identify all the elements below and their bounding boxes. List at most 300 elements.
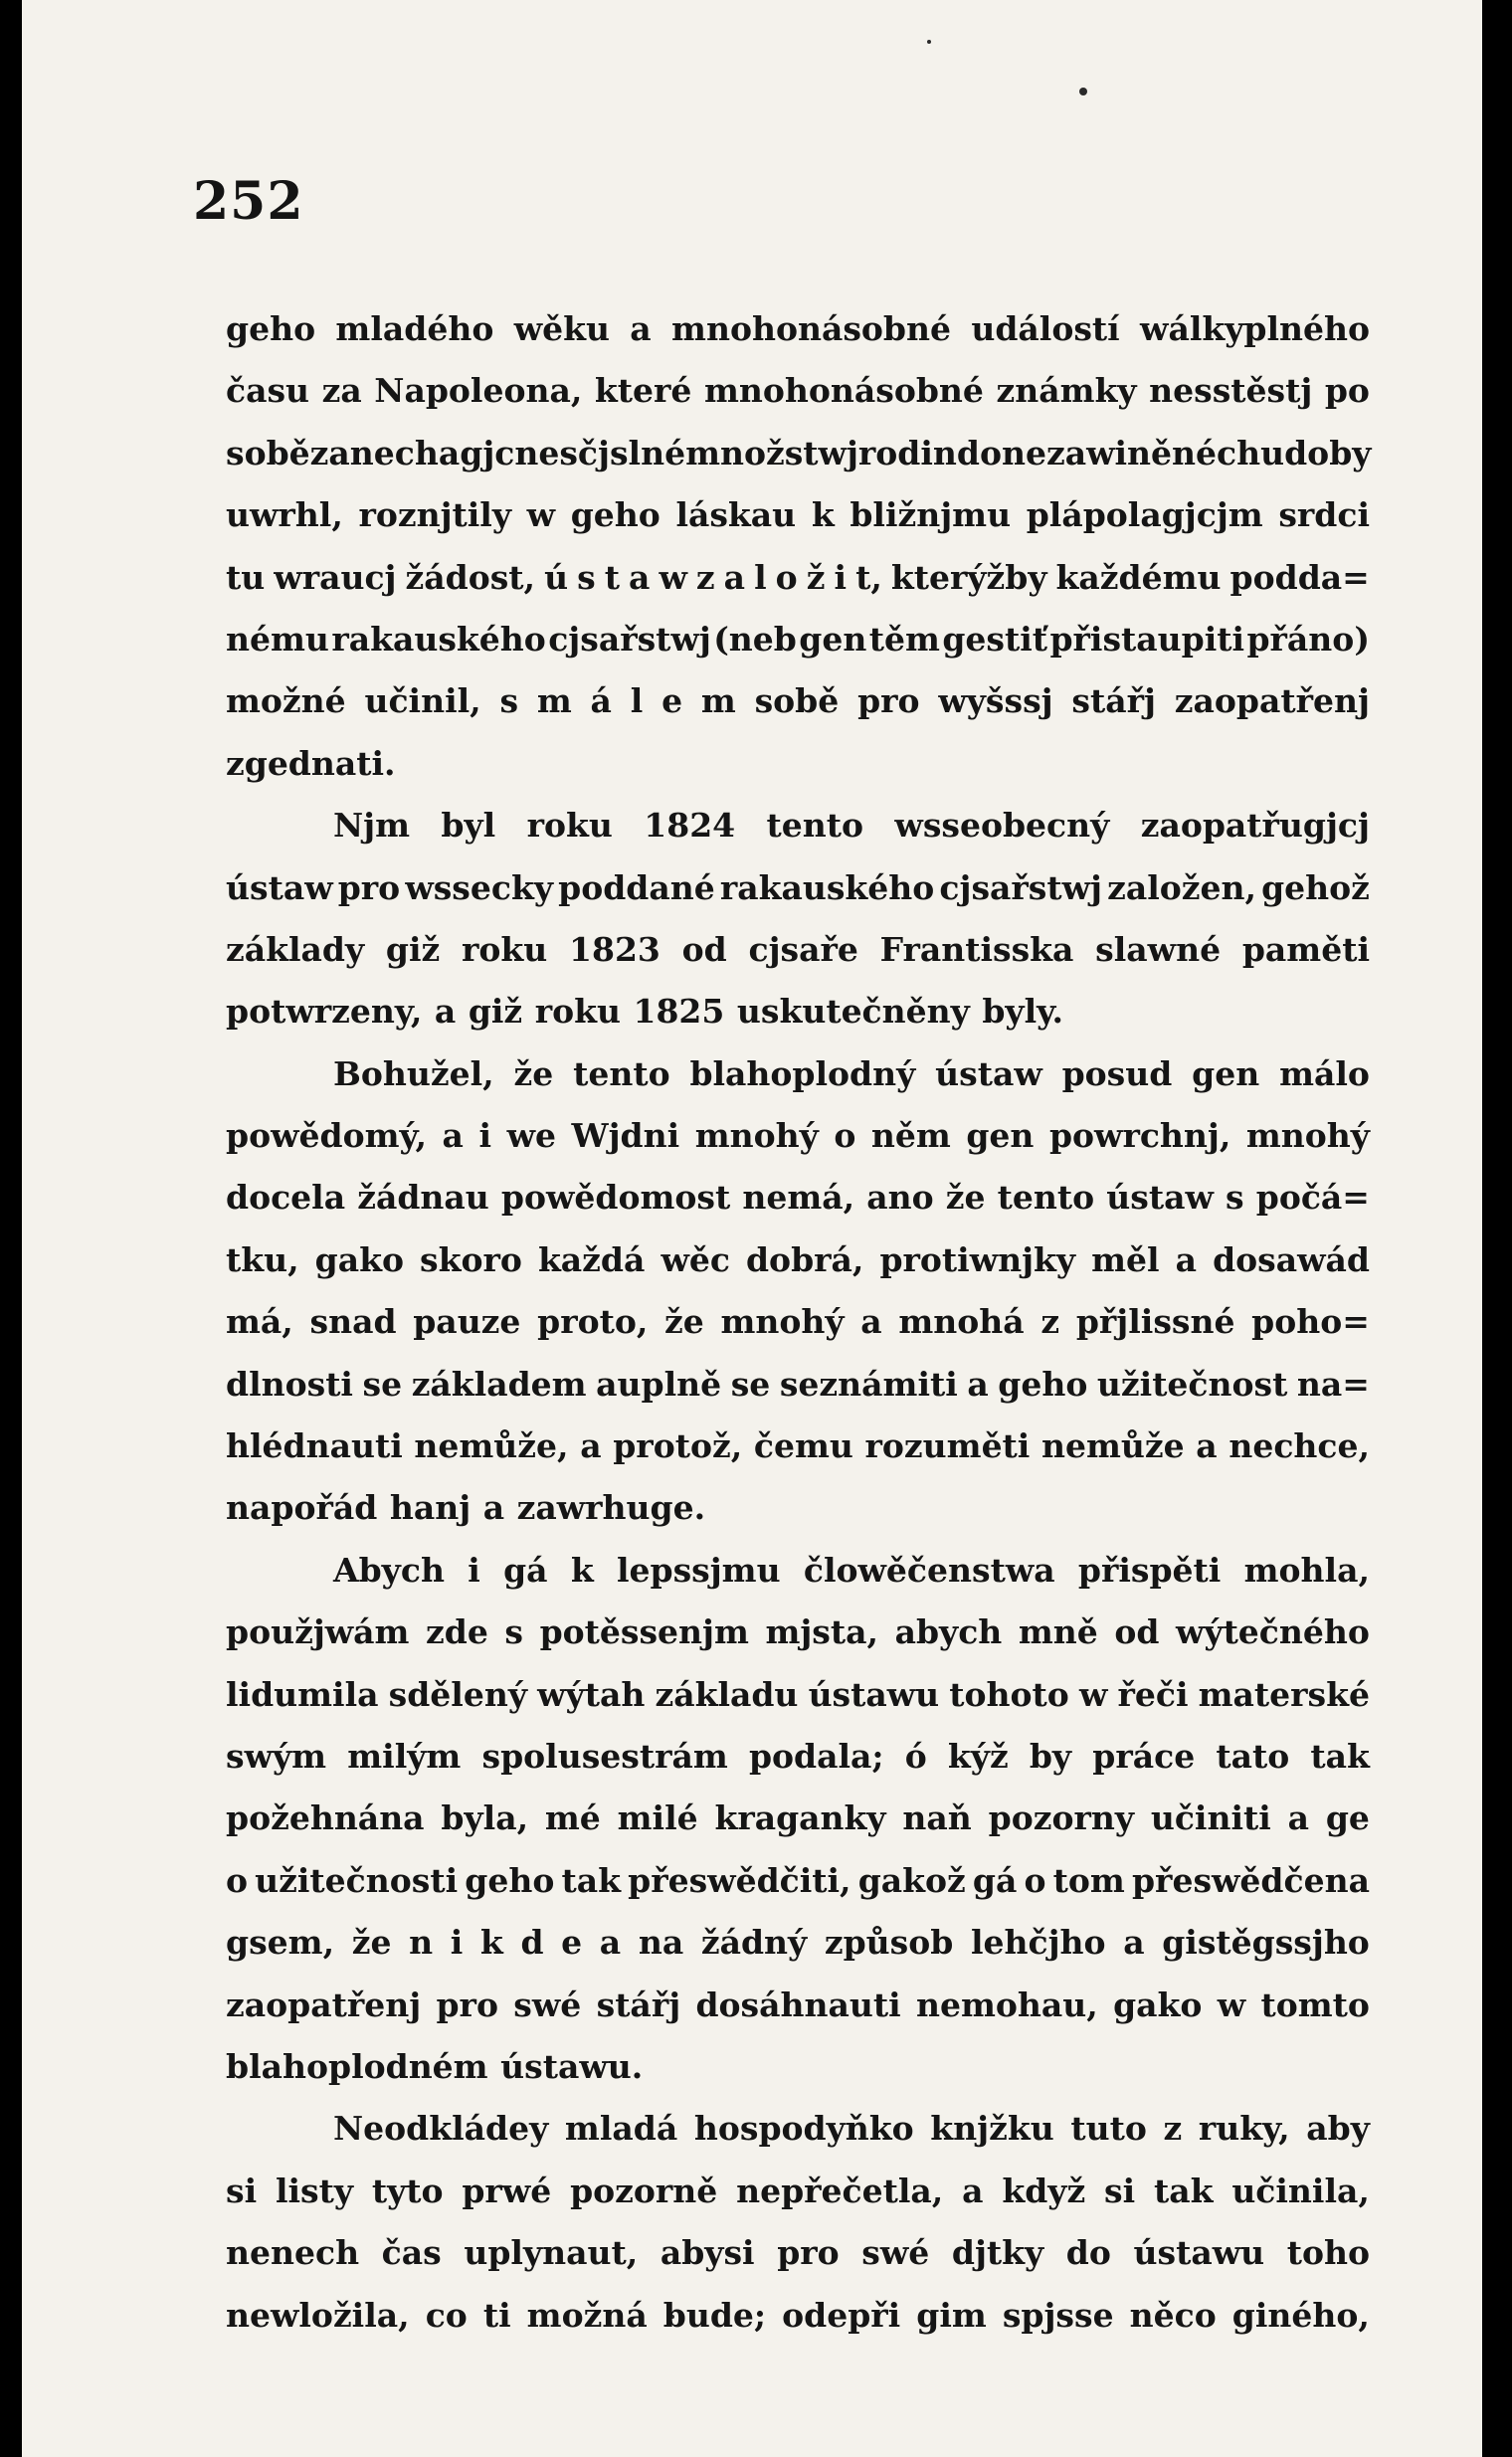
word: giž <box>385 929 441 969</box>
word: gestiť <box>942 619 1048 659</box>
word: a <box>599 1923 622 1963</box>
word: (neb <box>713 619 797 659</box>
word: w <box>659 557 687 597</box>
word: by <box>1029 1736 1072 1776</box>
word: geho <box>998 1364 1088 1404</box>
text-line <box>226 1975 1370 2036</box>
word: mnohá <box>898 1302 1025 1342</box>
text-line <box>226 919 1370 981</box>
word: ústawu. <box>500 2046 644 2086</box>
word: s <box>504 1612 523 1652</box>
word: láskau <box>675 495 797 535</box>
word: ó <box>904 1736 927 1776</box>
word: tak <box>1310 1736 1370 1776</box>
text-line <box>226 1726 1370 1788</box>
word: 1825 <box>633 992 725 1032</box>
word: těm <box>868 619 940 659</box>
word: tku, <box>226 1239 299 1279</box>
word: chudoby <box>1217 433 1372 472</box>
word: z <box>695 557 715 597</box>
word: kraganky <box>714 1798 886 1838</box>
word: užitečnosti <box>255 1860 459 1900</box>
word: které <box>594 371 692 411</box>
word: gsem, <box>226 1923 335 1963</box>
word: tak <box>561 1860 621 1900</box>
word: a <box>723 557 746 597</box>
word: učinil, <box>364 681 481 721</box>
text-line <box>226 423 1370 484</box>
word: člowěčenstwa <box>803 1550 1055 1590</box>
word: t, <box>855 557 882 597</box>
word: sobě <box>226 433 310 472</box>
word: mladá <box>564 2109 678 2149</box>
word: geho <box>465 1860 555 1900</box>
word: Wjdni <box>571 1116 680 1156</box>
word: posud <box>1061 1053 1173 1093</box>
word: skoro <box>420 1239 522 1279</box>
word: zaopatřenj <box>226 1984 422 2024</box>
word: mladého <box>335 309 494 348</box>
word: žádný <box>700 1923 808 1963</box>
word: kýž <box>947 1736 1009 1776</box>
word: o <box>1024 1860 1046 1900</box>
word: že <box>351 1923 392 1963</box>
word: možná <box>526 2295 648 2335</box>
text-line <box>226 1602 1370 1663</box>
word: protiwnjky <box>879 1239 1076 1279</box>
word: m <box>536 681 572 721</box>
word: času <box>226 371 310 411</box>
word: má, <box>226 1302 293 1342</box>
word: a <box>1175 1239 1198 1279</box>
text-line <box>226 2222 1370 2284</box>
text-line <box>226 857 1370 919</box>
word: od <box>1114 1612 1160 1652</box>
word: a <box>630 309 652 348</box>
text-line <box>226 2161 1370 2222</box>
word: swým <box>226 1736 327 1776</box>
word: wálkyplného <box>1140 309 1370 348</box>
word: kterýžby <box>890 557 1047 597</box>
word: tento <box>766 806 864 846</box>
word: ano <box>866 1178 934 1218</box>
text-line <box>226 484 1370 546</box>
word: swé <box>513 1984 582 2024</box>
word: mohla, <box>1243 1550 1370 1590</box>
text-line <box>226 1788 1370 1849</box>
word: milé <box>617 1798 698 1838</box>
word: paměti <box>1241 929 1370 969</box>
word: giž <box>468 992 523 1032</box>
word: listy <box>275 2171 354 2210</box>
word: lehčjho <box>970 1923 1106 1963</box>
word: dobrá, <box>745 1239 864 1279</box>
word: pozorně <box>570 2171 718 2210</box>
word: e <box>561 1923 583 1963</box>
word: e <box>662 681 683 721</box>
word: prwé <box>462 2171 552 2210</box>
word: knjžku <box>930 2109 1054 2149</box>
word: řeči <box>1117 1674 1189 1714</box>
word: tato <box>1216 1736 1290 1776</box>
text-line <box>226 1664 1370 1726</box>
text-line <box>226 1229 1370 1291</box>
word: djtky <box>951 2233 1044 2273</box>
word: stářj <box>596 1984 681 2024</box>
word: požehnána <box>226 1798 425 1838</box>
word: plápolagjcjm <box>1026 495 1263 535</box>
word: si <box>1104 2171 1136 2210</box>
word: a <box>434 992 457 1032</box>
text-line <box>226 2098 1370 2160</box>
word: n <box>409 1923 434 1963</box>
text-line <box>226 733 1370 795</box>
word: seznámiti <box>779 1364 958 1404</box>
word: mnohý <box>694 1116 819 1156</box>
word: mnohý <box>1245 1116 1370 1156</box>
word: a <box>580 1426 602 1466</box>
word: ž <box>806 557 826 597</box>
word: Njm <box>333 806 411 846</box>
text-line <box>226 1912 1370 1974</box>
word: byla, <box>441 1798 529 1838</box>
word: ú <box>544 557 569 597</box>
word: nesčjslné <box>514 433 686 472</box>
word: mnohý <box>720 1302 845 1342</box>
word: powrchnj, <box>1048 1116 1231 1156</box>
word: wssecky <box>405 867 554 907</box>
word: cjsařstwj <box>939 867 1102 907</box>
word: do <box>1065 2233 1111 2273</box>
word: že <box>513 1053 554 1093</box>
word: toho <box>1286 2233 1370 2273</box>
word: zawrhuge. <box>516 1488 706 1528</box>
word: byl <box>441 806 496 846</box>
word: ústawu <box>808 1674 940 1714</box>
word: w <box>1217 1984 1246 2024</box>
word: naň <box>902 1798 972 1838</box>
word: zanechagjc <box>309 433 515 472</box>
word: geho <box>226 309 316 348</box>
word: základy <box>226 929 365 969</box>
word: způsob <box>824 1923 954 1963</box>
word: nepřečetla, <box>736 2171 944 2210</box>
ink-speck <box>927 40 931 44</box>
word: 1823 <box>569 929 661 969</box>
word: a <box>1196 1426 1218 1466</box>
word: zaopatřugjcj <box>1140 806 1370 846</box>
ink-speck <box>1079 88 1087 95</box>
word: tom <box>1052 1860 1125 1900</box>
text-line <box>226 2285 1370 2347</box>
text-line <box>226 1354 1370 1416</box>
word: od <box>681 929 727 969</box>
word: Frantisska <box>879 929 1074 969</box>
text-line <box>226 2036 1370 2098</box>
word: lidumila <box>226 1674 379 1714</box>
word: napořád <box>226 1488 378 1528</box>
word: žádost, <box>405 557 536 597</box>
word: po <box>1324 371 1370 411</box>
word: ruky, <box>1198 2109 1290 2149</box>
word: nému <box>226 619 329 659</box>
text-line <box>226 609 1370 670</box>
word: přistaupiti <box>1049 619 1245 659</box>
word: čemu <box>753 1426 853 1466</box>
word: slawné <box>1095 929 1222 969</box>
word: byly. <box>982 992 1064 1032</box>
word: ti <box>482 2295 511 2335</box>
word: w <box>526 495 556 535</box>
word: newložila, <box>226 2295 410 2335</box>
word: Neodkládey <box>333 2109 549 2149</box>
word: blahoplodný <box>689 1053 916 1093</box>
word: gim <box>916 2295 987 2335</box>
word: a <box>1287 1798 1309 1838</box>
word: možné <box>226 681 346 721</box>
word: přeswědčena <box>1131 1860 1370 1900</box>
word: nechce, <box>1228 1426 1370 1466</box>
word: rakauského <box>719 867 935 907</box>
word: dosawád <box>1213 1239 1370 1279</box>
word: wsseobecný <box>894 806 1110 846</box>
word: mjsta, <box>765 1612 879 1652</box>
page-number: 252 <box>193 171 304 232</box>
word: a <box>1123 1923 1145 1963</box>
word: auplně <box>596 1364 722 1404</box>
word: pro <box>337 867 401 907</box>
word: událostí <box>971 309 1120 348</box>
word: přispěti <box>1077 1550 1222 1590</box>
text-line <box>226 547 1370 609</box>
word: o <box>834 1116 856 1156</box>
word: tyto <box>371 2171 444 2210</box>
text-line <box>226 981 1370 1042</box>
word: spjsse <box>1002 2295 1114 2335</box>
word: milým <box>347 1736 462 1776</box>
word: snad <box>309 1302 397 1342</box>
word: gen <box>1192 1053 1260 1093</box>
word: a <box>860 1302 882 1342</box>
word: srdci <box>1278 495 1370 535</box>
word: každému <box>1055 557 1222 597</box>
word: nezawiněné <box>1002 433 1218 472</box>
word: použjwám <box>226 1612 410 1652</box>
word: na= <box>1296 1364 1370 1404</box>
word: m <box>700 681 736 721</box>
word: nemůže <box>1041 1426 1185 1466</box>
word: měl <box>1091 1239 1160 1279</box>
word: t <box>604 557 620 597</box>
word: proto, <box>537 1302 649 1342</box>
word: že <box>945 1178 986 1218</box>
word: tento <box>573 1053 670 1093</box>
word: wyšssj <box>938 681 1053 721</box>
word: ústaw <box>935 1053 1042 1093</box>
word: zde <box>426 1612 488 1652</box>
word: swé <box>861 2233 930 2273</box>
word: odepři <box>782 2295 901 2335</box>
word: l <box>630 681 644 721</box>
word: roku <box>462 929 548 969</box>
word: o <box>226 1860 249 1900</box>
word: množstwj <box>685 433 858 472</box>
word: gen <box>966 1116 1035 1156</box>
word: něm <box>870 1116 951 1156</box>
word: tohoto <box>949 1674 1069 1714</box>
word: wraucj <box>274 557 397 597</box>
word: w <box>1078 1674 1108 1714</box>
text-line <box>226 1540 1370 1602</box>
word: mnohonásobné <box>703 371 984 411</box>
word: materské <box>1198 1674 1370 1714</box>
word: abych <box>894 1612 1003 1652</box>
word: práce <box>1092 1736 1196 1776</box>
word: nemohau, <box>915 1984 1098 2024</box>
word: zgednati. <box>226 743 396 783</box>
word: poddané <box>558 867 715 907</box>
word: powědomost <box>500 1178 731 1218</box>
word: dlnosti <box>226 1364 353 1404</box>
word: přáno) <box>1246 619 1370 659</box>
word: i <box>450 1923 464 1963</box>
text-line <box>226 298 1370 360</box>
word: ge <box>1325 1798 1370 1838</box>
word: potwrzeny, <box>226 992 423 1032</box>
word: sobě <box>754 681 840 721</box>
word: i <box>834 557 848 597</box>
word: 1824 <box>644 806 736 846</box>
word: sdělený <box>388 1674 527 1714</box>
word: ústaw <box>226 867 333 907</box>
word: nenech <box>226 2233 360 2273</box>
word: poho= <box>1251 1302 1370 1342</box>
word: počá= <box>1255 1178 1370 1218</box>
word: gá <box>503 1550 548 1590</box>
word: bližnjmu <box>850 495 1012 535</box>
word: rodin <box>857 433 957 472</box>
word: gako <box>1113 1984 1203 2024</box>
word: učiniti <box>1150 1798 1271 1838</box>
word: cjsařstwj <box>548 619 711 659</box>
word: o <box>775 557 798 597</box>
word: spolusestrám <box>481 1736 728 1776</box>
word: tomto <box>1260 1984 1370 2024</box>
word: docela <box>226 1178 346 1218</box>
word: rakauského <box>331 619 546 659</box>
word: protož, <box>613 1426 743 1466</box>
word: a <box>967 1364 989 1404</box>
word: nemůže, <box>414 1426 569 1466</box>
word: s <box>577 557 596 597</box>
word: wýtečného <box>1175 1612 1370 1652</box>
word: každá <box>537 1239 646 1279</box>
word: geho <box>570 495 661 535</box>
text-line <box>226 1291 1370 1353</box>
word: pro <box>436 1984 498 2024</box>
word: gakož <box>857 1860 966 1900</box>
word: pro <box>777 2233 840 2273</box>
word: mně <box>1018 1612 1098 1652</box>
word: a <box>629 557 651 597</box>
word: mé <box>544 1798 601 1838</box>
word: učinila, <box>1231 2171 1370 2210</box>
word: na <box>638 1923 684 1963</box>
word: z <box>1040 1302 1060 1342</box>
word: a <box>962 2171 984 2210</box>
word: roku <box>534 992 621 1032</box>
text-line <box>226 1477 1370 1539</box>
word: Bohužel, <box>333 1053 494 1093</box>
word: uplynaut, <box>464 2233 639 2273</box>
word: za <box>321 371 362 411</box>
word: roznjtily <box>358 495 512 535</box>
word: giného, <box>1231 2295 1370 2335</box>
word: s <box>1226 1178 1244 1218</box>
word: d <box>520 1923 544 1963</box>
word: tu <box>226 557 266 597</box>
word: k <box>479 1923 503 1963</box>
word: tuto <box>1070 2109 1147 2149</box>
word: co <box>425 2295 468 2335</box>
word: blahoplodném <box>226 2046 488 2086</box>
text-line <box>226 1105 1370 1167</box>
word: ústaw <box>1106 1178 1214 1218</box>
word: přjlissné <box>1075 1302 1235 1342</box>
word: aby <box>1306 2109 1370 2149</box>
word: rozuměti <box>864 1426 1031 1466</box>
word: nesstěstj <box>1149 371 1313 411</box>
word: gako <box>314 1239 404 1279</box>
word: založen, <box>1107 867 1256 907</box>
word: základu <box>655 1674 799 1714</box>
word: á <box>590 681 612 721</box>
word: hospodyňko <box>693 2109 914 2149</box>
word: do <box>956 433 1002 472</box>
word: zaopatřenj <box>1174 681 1370 721</box>
word: ústawu <box>1133 2233 1265 2273</box>
word: abysi <box>660 2233 755 2273</box>
text-line <box>226 1043 1370 1105</box>
word: we <box>506 1116 556 1156</box>
word: z <box>1163 2109 1183 2149</box>
word: se <box>730 1364 771 1404</box>
word: i <box>468 1550 480 1590</box>
word: pauze <box>413 1302 521 1342</box>
word: gá <box>972 1860 1018 1900</box>
word: uwrhl, <box>226 495 343 535</box>
word: přeswědčiti, <box>628 1860 851 1900</box>
word: k <box>811 495 835 535</box>
text-line <box>226 1416 1370 1477</box>
word: roku <box>526 806 613 846</box>
text-line <box>226 1167 1370 1228</box>
word: podda= <box>1229 557 1370 597</box>
word: potěssenjm <box>539 1612 749 1652</box>
text-line <box>226 795 1370 856</box>
word: a <box>482 1488 505 1528</box>
text-line <box>226 1850 1370 1912</box>
word: k <box>570 1550 594 1590</box>
word: mnohonásobné <box>671 309 951 348</box>
word: nemá, <box>742 1178 855 1218</box>
word: gistěgssjho <box>1162 1923 1370 1963</box>
word: wěku <box>513 309 610 348</box>
word: Napoleona, <box>374 371 583 411</box>
word: tento <box>997 1178 1095 1218</box>
word: cjsaře <box>748 929 858 969</box>
word: wěc <box>661 1239 730 1279</box>
